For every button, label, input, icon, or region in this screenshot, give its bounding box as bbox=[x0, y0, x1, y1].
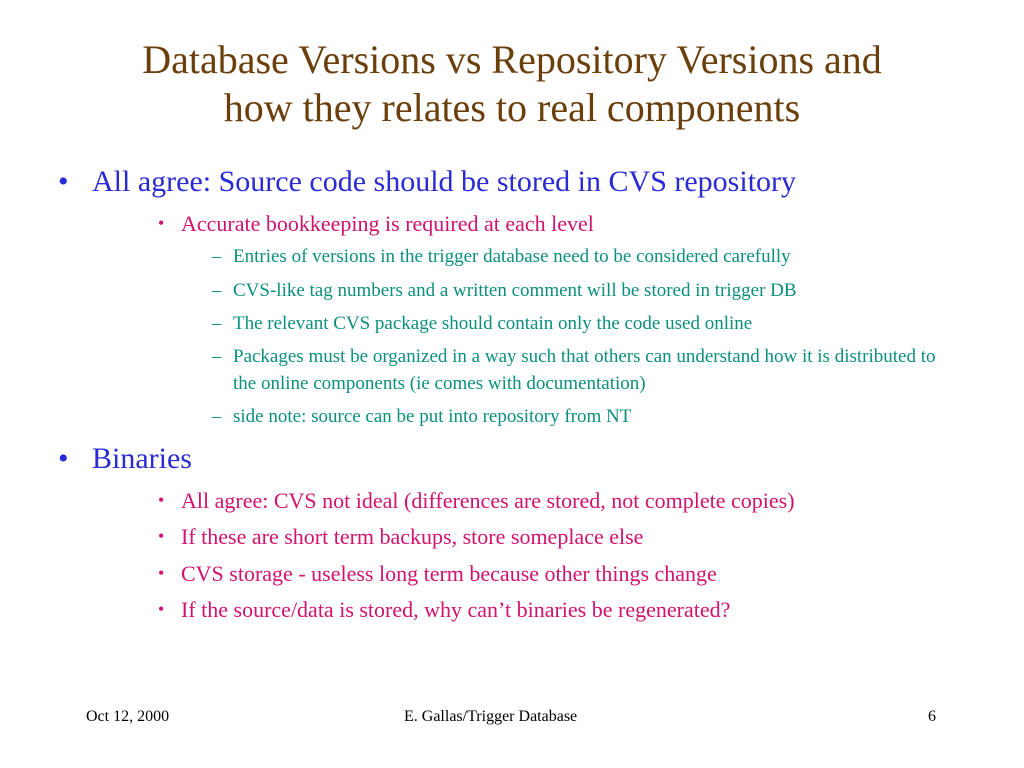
slide-title-line-2: how they relates to real components bbox=[223, 85, 801, 130]
bullet-marker: • bbox=[58, 442, 69, 475]
bullet-marker: • bbox=[58, 165, 69, 198]
bullet-text: Binaries bbox=[92, 442, 192, 475]
dash-marker: – bbox=[212, 406, 222, 427]
detail-text: Packages must be organized in a way such that others can understand how it is distributed to the online components (ie comes with documentation) bbox=[233, 346, 936, 394]
sub-bullet-text: CVS storage - useless long term because other things change bbox=[181, 561, 717, 586]
footer-date: Oct 12, 2000 bbox=[86, 708, 170, 725]
detail-text: CVS-like tag numbers and a written comment will be stored in trigger DB bbox=[233, 280, 797, 301]
sub-bullet-marker: • bbox=[158, 490, 165, 510]
dash-marker: – bbox=[212, 246, 222, 267]
dash-marker: – bbox=[212, 313, 222, 334]
sub-bullet-text: All agree: CVS not ideal (differences are stored, not complete copies) bbox=[181, 488, 795, 513]
sub-bullet-marker: • bbox=[158, 526, 165, 546]
sub-bullet-marker: • bbox=[158, 213, 165, 233]
slide-title-line-1: Database Versions vs Repository Versions and bbox=[142, 37, 882, 82]
dash-marker: – bbox=[212, 346, 222, 367]
sub-bullet-marker: • bbox=[158, 563, 165, 583]
sub-bullet-text: Accurate bookkeeping is required at each level bbox=[181, 211, 594, 236]
sub-bullet-text: If these are short term backups, store someplace else bbox=[181, 524, 644, 549]
sub-bullet-text: If the source/data is stored, why can’t binaries be regenerated? bbox=[181, 597, 731, 622]
footer-page-number: 6 bbox=[928, 708, 936, 725]
bullet-text: All agree: Source code should be stored in CVS repository bbox=[92, 165, 797, 198]
detail-text: The relevant CVS package should contain only the code used online bbox=[233, 313, 753, 334]
footer-author-title: E. Gallas/Trigger Database bbox=[404, 708, 578, 725]
detail-text: Entries of versions in the trigger database need to be considered carefully bbox=[233, 246, 791, 267]
dash-marker: – bbox=[212, 280, 222, 301]
detail-text: side note: source can be put into repository from NT bbox=[233, 406, 632, 427]
sub-bullet-marker: • bbox=[158, 599, 165, 619]
